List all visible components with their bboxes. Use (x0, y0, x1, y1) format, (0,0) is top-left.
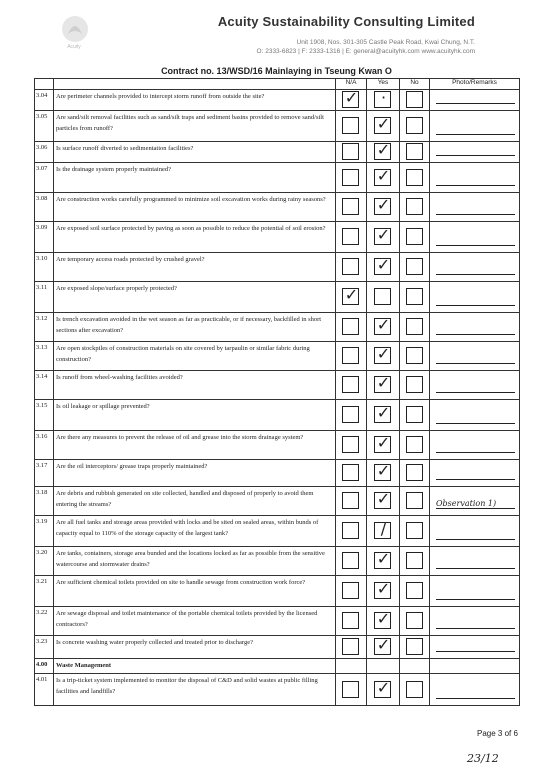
table-row (35, 636, 520, 659)
item-number: 3.12 (35, 313, 54, 342)
check-mark-icon: ✓ (376, 195, 391, 214)
checkbox-no[interactable] (406, 288, 423, 305)
cell-no (400, 282, 430, 313)
checkbox-yes[interactable] (374, 88, 391, 108)
remarks-cell (430, 460, 520, 487)
section-title: Waste Management (54, 659, 336, 674)
checkbox-na[interactable] (342, 436, 359, 453)
checkbox-na[interactable] (342, 406, 359, 423)
header-blank (54, 79, 336, 90)
table-row (35, 607, 520, 636)
checkbox-no[interactable] (406, 492, 423, 509)
checkbox-na[interactable] (342, 88, 359, 108)
item-number: 3.19 (35, 516, 54, 547)
checkbox-yes[interactable] (374, 344, 391, 364)
remarks-cell (430, 193, 520, 222)
table-row (35, 90, 520, 111)
remarks-cell (430, 674, 520, 706)
remarks-line[interactable] (436, 185, 515, 186)
remarks-cell (430, 142, 520, 163)
check-mark-icon: ✓ (376, 579, 391, 598)
checkbox-no[interactable] (406, 522, 423, 539)
item-number: 3.16 (35, 431, 54, 460)
checkbox-no[interactable] (406, 436, 423, 453)
check-mark-icon: ✓ (376, 609, 391, 628)
table-row (35, 371, 520, 400)
cell-na (336, 400, 367, 431)
table-row (35, 342, 520, 371)
table-row (35, 516, 520, 547)
cell-yes (367, 636, 400, 659)
item-number: 3.13 (35, 342, 54, 371)
check-mark-icon: ✓ (376, 489, 391, 508)
remarks-cell (430, 111, 520, 142)
checkbox-na[interactable] (342, 258, 359, 275)
table-row (35, 282, 520, 313)
cell-yes (367, 142, 400, 163)
remarks-line[interactable] (436, 568, 515, 569)
checkbox-yes[interactable] (374, 403, 391, 423)
cell-na (336, 547, 367, 576)
checkbox-no[interactable] (406, 117, 423, 134)
remarks-cell (430, 222, 520, 253)
cell-na (336, 636, 367, 659)
remarks-text: Observation 1) (436, 499, 497, 508)
cell-na (336, 607, 367, 636)
item-number: 3.20 (35, 547, 54, 576)
checkbox-na[interactable] (342, 612, 359, 629)
checkbox-no[interactable] (406, 376, 423, 393)
item-number: 3.22 (35, 607, 54, 636)
cell-no (400, 253, 430, 282)
checkbox-no[interactable] (406, 198, 423, 215)
remarks-cell (430, 90, 520, 111)
cell-no (400, 431, 430, 460)
remarks-line[interactable] (436, 155, 515, 156)
cell-no (400, 487, 430, 516)
checkbox-na[interactable] (342, 169, 359, 186)
question-text: Are construction works carefully programmed to minimize soil excavation works during rainy seasons? (54, 193, 336, 222)
question-text: Are sand/silt removal facilities such as sand/silt traps and sediment basins provided to remove sand/silt particles from runoff? (54, 111, 336, 142)
question-text: Are exposed slope/surface properly protected? (54, 282, 336, 313)
check-mark-icon: ✓ (376, 677, 391, 697)
question-text: Are temporary access roads protected by crushed gravel? (54, 253, 336, 282)
cell-yes (367, 111, 400, 142)
checkbox-no[interactable] (406, 169, 423, 186)
remarks-line[interactable] (436, 599, 515, 600)
question-text: Are exposed soil surface protected by paving as soon as possible to reduce the potential of soil erosion? (54, 222, 336, 253)
item-number: 3.14 (35, 371, 54, 400)
table-row (35, 253, 520, 282)
cell-na (336, 576, 367, 607)
checkbox-na[interactable] (342, 228, 359, 245)
remarks-cell (430, 576, 520, 607)
remarks-cell (430, 659, 520, 674)
question-text: Is the drainage system properly maintained? (54, 163, 336, 193)
question-text: Are all fuel tanks and storage areas provided with locks and be sited on sealed areas, within bunds of capacity equal to 110% of the storage capacity of the largest tank? (54, 516, 336, 547)
checkbox-na[interactable] (342, 143, 359, 160)
remarks-line[interactable] (436, 392, 515, 393)
cell-na (336, 282, 367, 313)
checkbox-no[interactable] (406, 143, 423, 160)
checkbox-yes[interactable] (374, 609, 391, 629)
header-yes: Yes (367, 79, 400, 90)
cell-na (336, 371, 367, 400)
checkbox-na[interactable] (342, 464, 359, 481)
cell-no (400, 193, 430, 222)
cell-no (400, 163, 430, 193)
question-text: Is runoff from wheel-washing facilities avoided? (54, 371, 336, 400)
checkbox-no[interactable] (406, 612, 423, 629)
cell-na (336, 222, 367, 253)
checkbox-no[interactable] (406, 552, 423, 569)
checkbox-na[interactable] (342, 285, 359, 305)
cell-na (336, 253, 367, 282)
table-row (35, 576, 520, 607)
remarks-line[interactable] (436, 334, 515, 335)
cell-no (400, 607, 430, 636)
table-row (35, 547, 520, 576)
letterhead (0, 0, 553, 70)
checklist-table (34, 78, 520, 706)
checkbox-yes[interactable] (374, 677, 391, 698)
cell-na (336, 111, 367, 142)
checkbox-yes[interactable] (374, 461, 391, 481)
page-number: Page 3 of 6 (477, 729, 518, 738)
cell-no (400, 400, 430, 431)
checkbox-yes[interactable] (374, 195, 391, 215)
checkbox-na[interactable] (342, 318, 359, 335)
cell-no (400, 460, 430, 487)
remarks-line[interactable] (436, 103, 515, 104)
table-row (35, 400, 520, 431)
cell-no (400, 371, 430, 400)
table-row (35, 431, 520, 460)
cell-yes (367, 342, 400, 371)
checkbox-na[interactable] (342, 552, 359, 569)
question-text: Are sewage disposal and toilet maintenance of the portable chemical toilets provided by the licensed contractors? (54, 607, 336, 636)
question-text: Is a trip-ticket system implemented to monitor the disposal of C&D and solid wastes at public filling facilities and landfills? (54, 674, 336, 706)
checkbox-yes[interactable] (374, 225, 391, 245)
company-contact: O: 2333-6823 | F: 2333-1316 | E: general@acuityhk.com www.acuityhk.com (256, 48, 475, 55)
item-number: 3.18 (35, 487, 54, 516)
cell-yes (367, 487, 400, 516)
remarks-line[interactable] (436, 628, 515, 629)
header-na: N/A (336, 79, 367, 90)
item-number: 3.05 (35, 111, 54, 142)
checkbox-no[interactable] (406, 347, 423, 364)
cell-na (336, 163, 367, 193)
cell-no (400, 576, 430, 607)
remarks-line[interactable] (436, 452, 515, 453)
section-row (35, 659, 520, 674)
header-remarks: Photo/Remarks (430, 79, 520, 90)
checkbox-yes[interactable] (374, 519, 391, 539)
check-mark-icon: ✓ (376, 461, 391, 480)
question-text: Are open stockpiles of construction materials on site covered by tarpaulin or similar fabric during construction? (54, 342, 336, 371)
item-number: 4.00 (35, 659, 54, 674)
question-text: Is oil leakage or spillage prevented? (54, 400, 336, 431)
checkbox-yes[interactable] (374, 489, 391, 509)
cell-na (336, 431, 367, 460)
check-mark-icon: ✓ (376, 255, 391, 274)
remarks-cell (430, 342, 520, 371)
cell-no (400, 547, 430, 576)
cell-na (336, 313, 367, 342)
remarks-cell (430, 282, 520, 313)
checkbox-no[interactable] (406, 228, 423, 245)
cell-yes (367, 193, 400, 222)
checkbox-na[interactable] (342, 376, 359, 393)
cell-yes (367, 400, 400, 431)
cell-na (336, 342, 367, 371)
company-address: Unit 1908, Nos. 301-305 Castle Peak Road, Kwai Chung, N.T. (296, 39, 475, 46)
checkbox-na[interactable] (342, 582, 359, 599)
table-row (35, 142, 520, 163)
checkbox-na[interactable] (342, 347, 359, 364)
cell-no (400, 222, 430, 253)
cell-yes (367, 282, 400, 313)
item-number: 3.11 (35, 282, 54, 313)
cell-na (336, 674, 367, 706)
check-mark-icon: / (380, 519, 387, 538)
check-mark-icon: ✓ (376, 403, 391, 422)
remarks-cell (430, 516, 520, 547)
item-number: 3.21 (35, 576, 54, 607)
question-text: Is surface runoff diverted to sedimentation facilities? (54, 142, 336, 163)
item-number: 3.06 (35, 142, 54, 163)
remarks-cell (430, 253, 520, 282)
item-number: 3.15 (35, 400, 54, 431)
question-text: Are debris and rubbish generated on site collected, handled and disposed of properly to avoid them entering the streams? (54, 487, 336, 516)
cell-na (336, 487, 367, 516)
cell-yes (367, 659, 400, 674)
cell-na (336, 193, 367, 222)
logo-text: Acuity (67, 44, 81, 50)
check-mark-icon: · (380, 88, 387, 107)
check-mark-icon: ✓ (376, 433, 391, 452)
checkbox-yes[interactable] (374, 315, 391, 335)
checkbox-na[interactable] (342, 638, 359, 655)
checkbox-no[interactable] (406, 582, 423, 599)
cell-yes (367, 547, 400, 576)
item-number: 3.08 (35, 193, 54, 222)
checkbox-no[interactable] (406, 406, 423, 423)
remarks-cell (430, 400, 520, 431)
checkbox-na[interactable] (342, 117, 359, 134)
cell-yes (367, 90, 400, 111)
remarks-line[interactable] (436, 423, 515, 424)
cell-no (400, 674, 430, 706)
checkbox-na[interactable] (342, 492, 359, 509)
check-mark-icon: ✓ (376, 315, 391, 334)
check-mark-icon: ✓ (376, 344, 391, 363)
check-mark-icon: ✓ (344, 88, 359, 107)
question-text: Is concrete washing water properly collected and treated prior to discharge? (54, 636, 336, 659)
item-number: 3.17 (35, 460, 54, 487)
remarks-cell (430, 431, 520, 460)
cell-no (400, 659, 430, 674)
remarks-line[interactable] (436, 651, 515, 652)
check-mark-icon: ✓ (376, 140, 391, 159)
checkbox-yes[interactable] (374, 165, 391, 186)
header-no: No (400, 79, 430, 90)
cell-no (400, 342, 430, 371)
cell-yes (367, 674, 400, 706)
checkbox-yes[interactable] (374, 579, 391, 599)
check-mark-icon: ✓ (344, 285, 359, 304)
table-row (35, 193, 520, 222)
remarks-line[interactable] (436, 214, 515, 215)
remarks-line[interactable] (436, 274, 515, 275)
check-mark-icon: ✓ (376, 635, 391, 654)
item-number: 3.23 (35, 636, 54, 659)
checkbox-yes[interactable] (374, 255, 391, 275)
cell-yes (367, 222, 400, 253)
cell-na (336, 659, 367, 674)
check-mark-icon: ✓ (376, 114, 391, 133)
item-number: 3.07 (35, 163, 54, 193)
check-mark-icon: ✓ (376, 373, 391, 392)
question-text: Are the oil interceptors/ grease traps properly maintained? (54, 460, 336, 487)
header-blank (35, 79, 54, 90)
checkbox-na[interactable] (342, 681, 359, 698)
remarks-line[interactable] (436, 508, 515, 509)
question-text: Is trench excavation avoided in the wet season as far as practicable, or if necessary, backfilled in short sections after excavation? (54, 313, 336, 342)
remarks-cell (430, 371, 520, 400)
cell-no (400, 313, 430, 342)
remarks-line[interactable] (436, 539, 515, 540)
table-row (35, 111, 520, 142)
remarks-line[interactable] (436, 363, 515, 364)
table-row (35, 487, 520, 516)
checkbox-no[interactable] (406, 464, 423, 481)
company-logo-icon (58, 14, 92, 48)
company-name: Acuity Sustainability Consulting Limited (217, 14, 475, 29)
cell-na (336, 90, 367, 111)
remarks-cell (430, 636, 520, 659)
remarks-cell (430, 487, 520, 516)
cell-yes (367, 313, 400, 342)
cell-na (336, 142, 367, 163)
table-row (35, 222, 520, 253)
cell-no (400, 636, 430, 659)
checkbox-no[interactable] (406, 258, 423, 275)
checkbox-no[interactable] (406, 91, 423, 108)
cell-yes (367, 607, 400, 636)
remarks-line[interactable] (436, 698, 515, 699)
cell-yes (367, 431, 400, 460)
cell-no (400, 111, 430, 142)
checkbox-no[interactable] (406, 638, 423, 655)
cell-no (400, 90, 430, 111)
remarks-cell (430, 607, 520, 636)
remarks-line[interactable] (436, 134, 515, 135)
cell-yes (367, 516, 400, 547)
remarks-line[interactable] (436, 245, 515, 246)
table-row (35, 163, 520, 193)
cell-na (336, 460, 367, 487)
checkbox-yes[interactable] (374, 373, 391, 393)
item-number: 3.10 (35, 253, 54, 282)
checkbox-yes[interactable] (374, 549, 391, 569)
cell-yes (367, 253, 400, 282)
check-mark-icon: ✓ (376, 165, 391, 185)
check-mark-icon: ✓ (376, 549, 391, 568)
checkbox-na[interactable] (342, 522, 359, 539)
remarks-line[interactable] (436, 305, 515, 306)
checkbox-yes[interactable] (374, 114, 391, 134)
checklist-body (35, 90, 520, 706)
table-header-row (35, 79, 520, 90)
cell-na (336, 516, 367, 547)
table-row (35, 674, 520, 706)
cell-yes (367, 576, 400, 607)
table-row (35, 313, 520, 342)
checkbox-yes[interactable] (374, 433, 391, 453)
item-number: 3.04 (35, 90, 54, 111)
question-text: Are perimeter channels provided to intercept storm runoff from outside the site? (54, 90, 336, 111)
checkbox-yes[interactable] (374, 140, 391, 160)
checkbox-no[interactable] (406, 681, 423, 698)
question-text: Are tanks, containers, storage area bunded and the locations locked as far as possible from the sensitive watercourse and stormwater drains? (54, 547, 336, 576)
check-mark-icon: ✓ (376, 225, 391, 244)
cell-yes (367, 460, 400, 487)
cell-no (400, 516, 430, 547)
cell-yes (367, 371, 400, 400)
checkbox-no[interactable] (406, 318, 423, 335)
remarks-line[interactable] (436, 479, 515, 480)
checkbox-yes[interactable] (374, 635, 391, 655)
cell-no (400, 142, 430, 163)
handwritten-note: 23/12 (467, 752, 499, 765)
item-number: 4.01 (35, 674, 54, 706)
checkbox-yes[interactable] (374, 288, 391, 305)
question-text: Are there any measures to prevent the release of oil and grease into the storm drainage system? (54, 431, 336, 460)
checkbox-na[interactable] (342, 198, 359, 215)
item-number: 3.09 (35, 222, 54, 253)
table-row (35, 460, 520, 487)
cell-yes (367, 163, 400, 193)
remarks-cell (430, 163, 520, 193)
question-text: Are sufficient chemical toilets provided on site to handle sewage from construction work force? (54, 576, 336, 607)
remarks-cell (430, 547, 520, 576)
remarks-cell (430, 313, 520, 342)
contract-title: Contract no. 13/WSD/16 Mainlaying in Tseung Kwan O (161, 66, 392, 76)
